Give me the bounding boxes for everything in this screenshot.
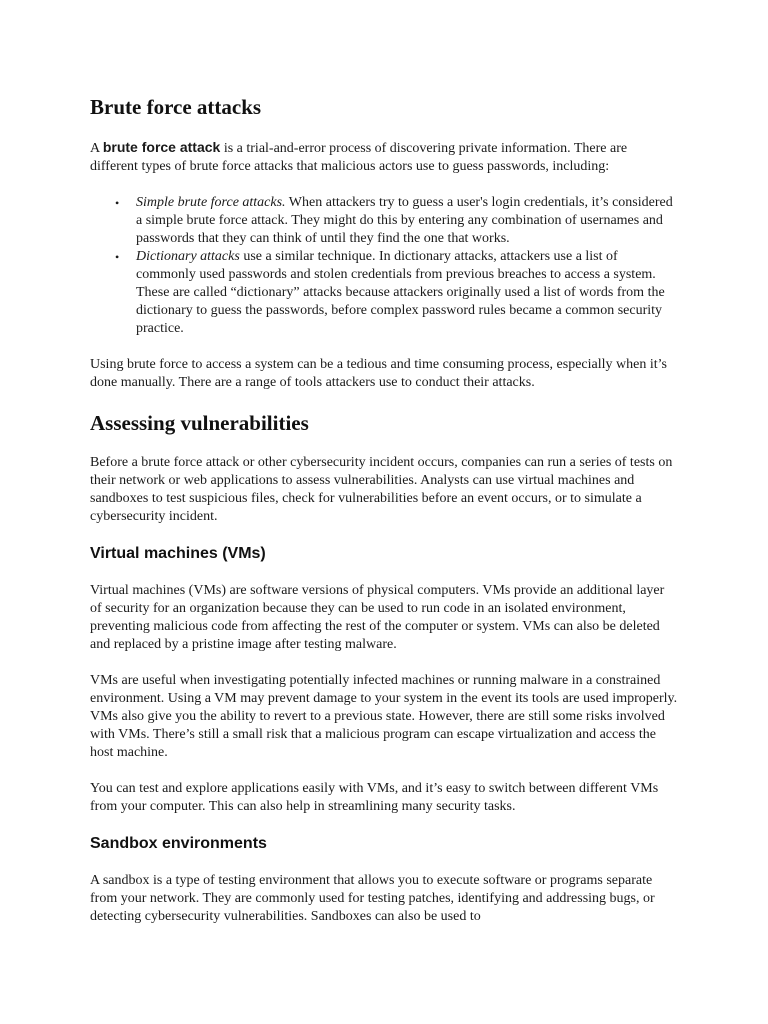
paragraph-vms-testing: You can test and explore applications easily with VMs, and it’s easy to switch between different VMs from your computer. This can also help in streamlining many security tasks.: [90, 781, 659, 814]
heading-brute-force-attacks: Brute force attacks: [90, 95, 262, 119]
bullet-marker: •: [115, 196, 120, 210]
paragraph-vms-definition: Virtual machines (VMs) are software versions of physical computers. VMs provide an additional layer of security for an organization because they can be used to run code in an isolated environment, preventing malicious code from affecting the rest of the computer or system. VMs can also be deleted and replaced by a pristine image after testing malware.: [90, 583, 665, 652]
paragraph-assessing-intro: Before a brute force attack or other cybersecurity incident occurs, companies can run a series of tests on their network or web applications to assess vulnerabilities. Analysts can use virtual machines and sandboxes to test suspicious files, check for vulnerabilities before an event occurs, or to simulate a cybersecurity incident.: [90, 455, 673, 524]
paragraph-vms-uses: VMs are useful when investigating potentially infected machines or running malware in a constrained environment. Using a VM may prevent damage to your system in the event its tools are used improperly. VMs also give you the ability to revert to a previous state. However, there are still some risks involved with VMs. There’s still a small risk that a malicious program can escape virtualization and access the host machine.: [90, 673, 678, 760]
intro-prefix: A: [90, 141, 103, 156]
paragraph-sandbox-definition: A sandbox is a type of testing environment that allows you to execute software or programs separate from your network. They are commonly used for testing patches, identifying and addressing bugs, or detecting cybersecurity vulnerabilities. Sandboxes can also be used to: [90, 873, 655, 924]
list-item-text: use a similar technique. In dictionary attacks, attackers use a list of commonly used passwords and stolen credentials from previous breaches to access a system. These are called “dictionary” attacks because attackers originally used a list of words from the dictionary to guess the passwords, before complex password rules became a common security practice.: [136, 249, 665, 336]
term-brute-force-attack: brute force attack: [102, 139, 221, 155]
list-item-title: Simple brute force attacks.: [136, 195, 286, 210]
list-item-text: When attackers try to guess a user's login credentials, it’s considered a simple brute force attack. They might do this by entering any combination of usernames and passwords that they can think of until they find the one that works.: [136, 195, 673, 246]
list-item-dictionary-attacks: [90, 248, 678, 338]
list-item-simple-brute-force: [90, 194, 678, 248]
paragraph-brute-force-intro: [90, 138, 678, 176]
heading-sandbox-environments: Sandbox environments: [90, 835, 267, 852]
document-page: [90, 90, 678, 926]
bullet-marker: •: [115, 250, 120, 264]
intro-rest: is a trial-and-error process of discovering private information. There are different types of brute force attacks that malicious actors use to guess passwords, including:: [90, 141, 628, 174]
attack-types-list: [90, 194, 678, 338]
heading-assessing-vulnerabilities: Assessing vulnerabilities: [90, 411, 309, 435]
paragraph-brute-force-closing: Using brute force to access a system can be a tedious and time consuming process, especially when it’s done manually. There are a range of tools attackers use to conduct their attacks.: [90, 357, 667, 390]
heading-virtual-machines: Virtual machines (VMs): [90, 545, 266, 562]
list-item-title: Dictionary attacks: [136, 249, 240, 264]
